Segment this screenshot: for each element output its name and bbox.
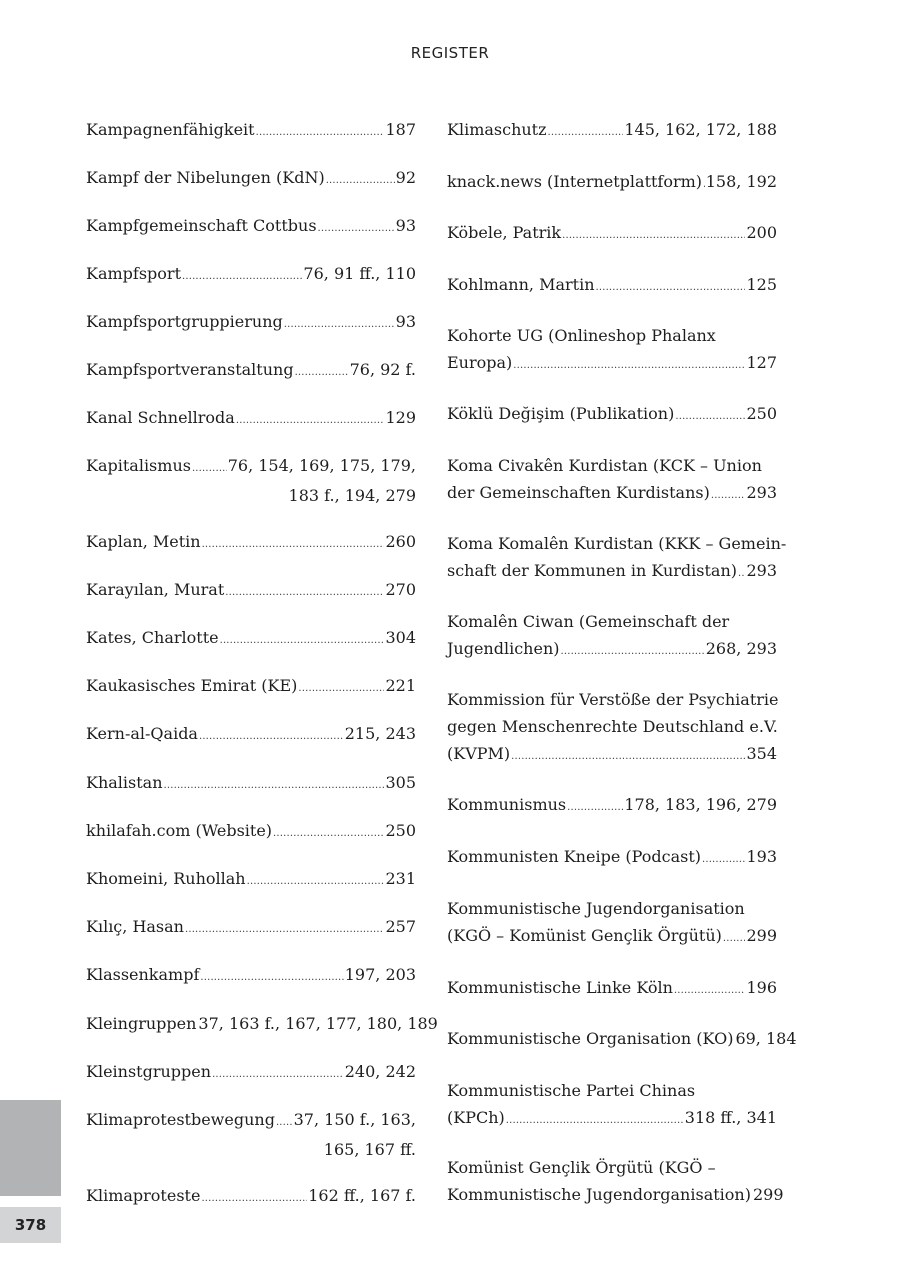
dot-leader	[273, 820, 384, 847]
entry-pages: 305	[385, 773, 416, 792]
entry-line	[86, 672, 416, 702]
entry-term: Köklü Değişim (Publikation)	[447, 404, 675, 423]
entry-pages: 162 ff., 167 f.	[308, 1186, 416, 1205]
entry-pages: 193	[746, 847, 777, 866]
entry-pages: 197, 203	[344, 965, 416, 984]
entry-line	[86, 817, 416, 847]
dot-leader	[202, 531, 385, 558]
entry-pages: 37, 150 f., 163,	[293, 1110, 416, 1129]
entry-term-line: Koma Civakên Kurdistan (KCK – Union	[447, 456, 762, 475]
entry-line	[447, 1181, 784, 1211]
entry-term: (KVPM)	[447, 744, 511, 763]
dot-leader	[511, 743, 745, 770]
entry-term: Kates, Charlotte	[86, 628, 219, 647]
entry-term: (KGÖ – Komünist Gençlik Örgütü)	[447, 926, 722, 945]
dot-leader	[236, 407, 385, 434]
entry-term: Khomeini, Ruhollah	[86, 869, 246, 888]
entry-term-line: Komalên Ciwan (Gemeinschaft der	[447, 612, 730, 631]
entry-pages: 231	[385, 869, 416, 888]
index-entry	[86, 672, 416, 702]
index-entry	[447, 219, 777, 249]
entry-term: Kaukasisches Emirat (KE)	[86, 676, 298, 695]
entry-line	[447, 843, 777, 873]
entry-term: Khalistan	[86, 773, 163, 792]
index-entry	[86, 212, 416, 242]
index-entry	[447, 608, 777, 665]
entry-line	[86, 624, 416, 654]
entry-pages: 260	[385, 532, 416, 551]
dot-leader	[298, 675, 384, 702]
dot-leader	[201, 1185, 307, 1212]
dot-leader	[318, 215, 395, 242]
thumb-index-tab	[0, 1100, 61, 1196]
dot-leader	[596, 274, 746, 301]
entry-pages: 268, 293	[705, 639, 777, 658]
dot-leader	[200, 964, 343, 991]
entry-term: (KPCh)	[447, 1108, 505, 1127]
entry-pages: 178, 183, 196, 279	[624, 795, 777, 814]
entry-term: der Gemeinschaften Kurdistans)	[447, 483, 710, 502]
entry-term-line: Koma Komalên Kurdistan (KKK – Gemein-	[447, 534, 787, 553]
index-entry	[447, 271, 777, 301]
dot-leader	[256, 119, 385, 146]
entry-term-line: Kommunistische Partei Chinas	[447, 1081, 696, 1100]
entry-term: Kern-al-Qaida	[86, 724, 198, 743]
entry-pages: 37, 163 f., 167, 177, 180, 189	[198, 1014, 438, 1033]
index-entry	[86, 1106, 416, 1163]
entry-term: schaft der Kommunen in Kurdistan)	[447, 561, 738, 580]
entry-line	[86, 769, 416, 799]
entry-term: Kampfsportveranstaltung	[86, 360, 294, 379]
entry-line	[86, 116, 416, 146]
entry-line	[86, 1058, 416, 1088]
index-entry	[86, 1182, 416, 1212]
index-entry	[86, 356, 416, 386]
entry-term: Kommunistische Organisation (KO)	[447, 1029, 734, 1048]
index-entry	[447, 116, 777, 146]
index-entry	[86, 1010, 438, 1040]
index-entry	[86, 1058, 416, 1088]
entry-line	[86, 308, 416, 338]
entry-line	[447, 116, 777, 146]
entry-line	[86, 1182, 416, 1212]
entry-line	[86, 720, 416, 750]
dot-leader	[185, 916, 384, 943]
entry-term: Kaplan, Metin	[86, 532, 201, 551]
dot-leader	[548, 119, 624, 146]
dot-leader	[723, 925, 746, 952]
dot-leader	[192, 455, 227, 482]
entry-pages: 92	[395, 168, 416, 187]
index-entry	[447, 686, 777, 770]
dot-leader	[247, 868, 385, 895]
index-entry	[447, 843, 777, 873]
entry-line	[86, 452, 416, 482]
entry-line	[447, 557, 777, 587]
entry-line	[86, 576, 416, 606]
dot-leader	[703, 171, 705, 198]
entry-line	[86, 1106, 416, 1136]
entry-line	[447, 1025, 797, 1055]
index-entry	[86, 817, 416, 847]
running-header: REGISTER	[410, 44, 490, 62]
entry-pages: 293	[746, 561, 777, 580]
index-entry	[86, 404, 416, 434]
index-entry	[86, 720, 416, 750]
entry-pages: 76, 91 ff., 110	[303, 264, 416, 283]
entry-pages: 304	[385, 628, 416, 647]
entry-pages: 200	[746, 223, 777, 242]
entry-term: Klimaproteste	[86, 1186, 201, 1205]
entry-term: Kohlmann, Martin	[447, 275, 595, 294]
entry-pages: 76, 154, 169, 175, 179,	[227, 456, 416, 475]
dot-leader	[164, 772, 385, 799]
entry-line	[447, 400, 777, 430]
entry-term: Jugendlichen)	[447, 639, 560, 658]
index-entry	[447, 168, 777, 198]
entry-line	[447, 271, 777, 301]
index-entry	[86, 116, 416, 146]
dot-leader	[276, 1109, 293, 1136]
entry-pages: 187	[385, 120, 416, 139]
entry-term-line: Kohorte UG (Onlineshop Phalanx	[447, 326, 716, 345]
index-entry	[86, 913, 416, 943]
entry-pages: 69, 184	[735, 1029, 797, 1048]
entry-line	[86, 961, 416, 991]
entry-term: Kampfsport	[86, 264, 181, 283]
entry-line	[447, 791, 777, 821]
entry-term: Kanal Schnellroda	[86, 408, 235, 427]
dot-leader	[513, 352, 745, 379]
entry-pages: 354	[746, 744, 777, 763]
entry-line	[86, 212, 416, 242]
index-entry	[447, 530, 787, 587]
index-entry	[86, 452, 416, 509]
index-entry	[447, 452, 777, 509]
dot-leader	[561, 638, 705, 665]
entry-term: Klassenkampf	[86, 965, 200, 984]
index-entry	[447, 791, 777, 821]
entry-pages: 158, 192	[705, 172, 777, 191]
page-number: 378	[0, 1207, 61, 1243]
entry-term: Kapitalismus	[86, 456, 191, 475]
entry-term: Köbele, Patrik	[447, 223, 562, 242]
index-entry	[86, 260, 416, 290]
index-entry	[447, 322, 777, 379]
entry-pages: 125	[746, 275, 777, 294]
index-entry	[86, 308, 416, 338]
index-entry	[86, 624, 416, 654]
entry-line	[86, 260, 416, 290]
entry-term: Kampfsportgruppierung	[86, 312, 283, 331]
index-entry	[86, 961, 416, 991]
entry-pages: 93	[395, 312, 416, 331]
entry-pages: 257	[385, 917, 416, 936]
entry-pages: 299	[746, 926, 777, 945]
entry-term: khilafah.com (Website)	[86, 821, 273, 840]
entry-line	[447, 349, 777, 379]
index-entry	[447, 1025, 797, 1055]
index-entry	[447, 1154, 784, 1211]
entry-line	[86, 404, 416, 434]
index-entry	[86, 865, 416, 895]
dot-leader	[199, 723, 344, 750]
dot-leader	[567, 794, 623, 821]
entry-pages-continued: 165, 167 ff.	[323, 1140, 416, 1159]
entry-pages: 196	[746, 978, 777, 997]
entry-line	[86, 356, 416, 386]
entry-pages: 250	[385, 821, 416, 840]
entry-pages: 250	[746, 404, 777, 423]
index-entry	[86, 164, 416, 194]
entry-term: Kılıç, Hasan	[86, 917, 184, 936]
entry-term: Kleinstgruppen	[86, 1062, 212, 1081]
dot-leader	[506, 1107, 684, 1134]
entry-line	[447, 219, 777, 249]
dot-leader	[284, 311, 395, 338]
entry-term: Kampfgemeinschaft Cottbus	[86, 216, 317, 235]
index-entry	[447, 400, 777, 430]
entry-pages: 221	[385, 676, 416, 695]
dot-leader	[738, 560, 745, 587]
entry-line	[447, 479, 777, 509]
dot-leader	[220, 627, 385, 654]
entry-pages: 270	[385, 580, 416, 599]
entry-term: Kommunismus	[447, 795, 567, 814]
entry-line	[447, 635, 777, 665]
entry-term: Kleingruppen	[86, 1014, 197, 1033]
entry-pages: 76, 92 f.	[349, 360, 416, 379]
dot-leader	[702, 846, 745, 873]
entry-pages: 293	[746, 483, 777, 502]
entry-line	[447, 168, 777, 198]
entry-term: Kommunistische Jugendorganisation)	[447, 1185, 751, 1204]
entry-term-line: Komünist Gençlik Örgütü (KGÖ –	[447, 1158, 716, 1177]
entry-term: Europa)	[447, 353, 513, 372]
entry-pages: 127	[746, 353, 777, 372]
index-entry	[447, 895, 777, 952]
dot-leader	[182, 263, 302, 290]
index-entry	[86, 769, 416, 799]
entry-line	[86, 865, 416, 895]
entry-pages: 93	[395, 216, 416, 235]
entry-term: Klimaprotestbewegung	[86, 1110, 275, 1129]
index-entry	[447, 1077, 777, 1134]
entry-line	[86, 164, 416, 194]
entry-line	[447, 974, 777, 1004]
entry-line	[86, 528, 416, 558]
entry-term: Kampagnenfähigkeit	[86, 120, 255, 139]
dot-leader	[295, 359, 349, 386]
entry-pages: 318 ff., 341	[684, 1108, 777, 1127]
entry-pages: 215, 243	[344, 724, 416, 743]
entry-pages-continued: 183 f., 194, 279	[288, 486, 416, 505]
entry-line	[447, 1104, 777, 1134]
dot-leader	[675, 403, 745, 430]
dot-leader	[674, 977, 746, 1004]
entry-term: Karayılan, Murat	[86, 580, 225, 599]
index-entry	[86, 576, 416, 606]
entry-term-line: Kommission für Verstöße der Psychiatrie	[447, 690, 779, 709]
entry-pages: 299	[752, 1185, 784, 1204]
entry-term: Kampf der Nibelungen (KdN)	[86, 168, 325, 187]
dot-leader	[225, 579, 384, 606]
entry-line	[447, 922, 777, 952]
entry-line	[447, 740, 777, 770]
entry-line	[86, 1010, 438, 1040]
dot-leader	[212, 1061, 344, 1088]
dot-leader	[562, 222, 745, 249]
entry-pages: 145, 162, 172, 188	[624, 120, 777, 139]
dot-leader	[326, 167, 395, 194]
entry-pages: 240, 242	[344, 1062, 416, 1081]
entry-term: Kommunistische Linke Köln	[447, 978, 673, 997]
entry-term-line: Kommunistische Jugendorganisation	[447, 899, 745, 918]
entry-term: Kommunisten Kneipe (Podcast)	[447, 847, 701, 866]
index-entry	[447, 974, 777, 1004]
entry-pages: 129	[385, 408, 416, 427]
dot-leader	[711, 482, 746, 509]
entry-line	[86, 913, 416, 943]
entry-term-line: gegen Menschenrechte Deutschland e.V.	[447, 717, 778, 736]
entry-term: Klimaschutz	[447, 120, 547, 139]
entry-term: knack.news (Internetplattform)	[447, 172, 703, 191]
index-entry	[86, 528, 416, 558]
